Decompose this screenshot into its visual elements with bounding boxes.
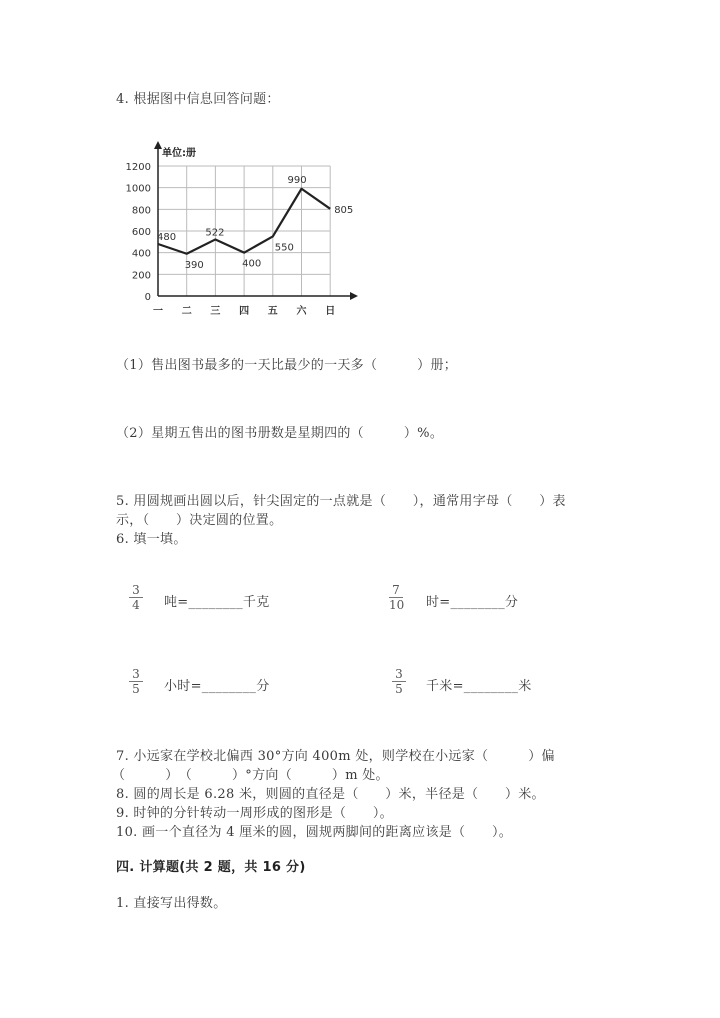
svg-text:805: 805 <box>334 204 354 216</box>
svg-text:600: 600 <box>131 227 151 238</box>
fraction-3-4: $\frac{3}{4}$ <box>129 583 143 612</box>
fraction-3-5-b: $\frac{3}{5}$ <box>392 667 406 696</box>
question-5-line2: 示，（ ）决定圆的位置。 <box>116 513 283 528</box>
svg-text:日: 日 <box>325 306 336 317</box>
svg-text:四: 四 <box>239 306 250 317</box>
svg-text:0: 0 <box>144 292 151 303</box>
question-4-title: 4. 根据图中信息回答问题： <box>116 92 280 107</box>
fraction-3-5-a: $\frac{3}{5}$ <box>129 667 143 696</box>
svg-text:五: 五 <box>267 306 278 317</box>
svg-text:单位:册: 单位:册 <box>162 148 196 159</box>
section-4-heading: 四. 计算题(共 2 题，共 16 分) <box>116 860 306 875</box>
question-6-title: 6. 填一填。 <box>116 532 187 547</box>
fill-item-km: 千米=________米 <box>426 679 532 694</box>
svg-text:400: 400 <box>131 248 151 260</box>
fill-item-ton: 吨=________千克 <box>164 595 270 610</box>
svg-text:二: 二 <box>181 306 192 317</box>
svg-text:522: 522 <box>205 227 225 239</box>
svg-text:800: 800 <box>131 205 151 217</box>
svg-text:400: 400 <box>242 258 262 270</box>
fill-item-hour: 时=________分 <box>426 595 519 610</box>
svg-text:一: 一 <box>153 306 163 317</box>
svg-text:390: 390 <box>184 259 204 271</box>
question-4-sub1: （1）售出图书最多的一天比最少的一天多（ ）册； <box>116 358 458 373</box>
question-4-sub2: （2）星期五售出的图书册数是星期四的（ ）%。 <box>116 426 444 441</box>
svg-text:200: 200 <box>131 270 151 282</box>
question-7-line2: （ ） （ ）°方向（ ）m 处。 <box>112 768 389 783</box>
section-4-question-1: 1. 直接写出得数。 <box>116 896 227 911</box>
svg-text:480: 480 <box>157 232 177 243</box>
fill-item-hours: 小时=________分 <box>164 679 270 694</box>
svg-text:990: 990 <box>287 174 307 186</box>
question-7-line1: 7. 小远家在学校北偏西 30°方向 400m 处，则学校在小远家（ ）偏 <box>116 749 555 764</box>
question-9: 9. 时钟的分针转动一周形成的图形是（ ）。 <box>116 806 393 821</box>
svg-text:六: 六 <box>296 306 307 317</box>
fraction-7-10: $\frac{7}{10}$ <box>389 583 405 612</box>
svg-text:550: 550 <box>274 242 294 254</box>
svg-text:1000: 1000 <box>125 183 151 195</box>
question-5-line1: 5. 用圆规画出圆以后，针尖固定的一点就是（ ），通常用字母（ ）表 <box>116 494 566 509</box>
question-8: 8. 圆的周长是 6.28 米，则圆的直径是（ ）米，半径是（ ）米。 <box>116 787 545 802</box>
svg-text:1200: 1200 <box>125 162 151 173</box>
question-10: 10. 画一个直径为 4 厘米的圆，圆规两脚间的距离应该是（ ）。 <box>116 825 513 840</box>
svg-text:三: 三 <box>210 306 221 317</box>
line-chart <box>110 140 370 320</box>
